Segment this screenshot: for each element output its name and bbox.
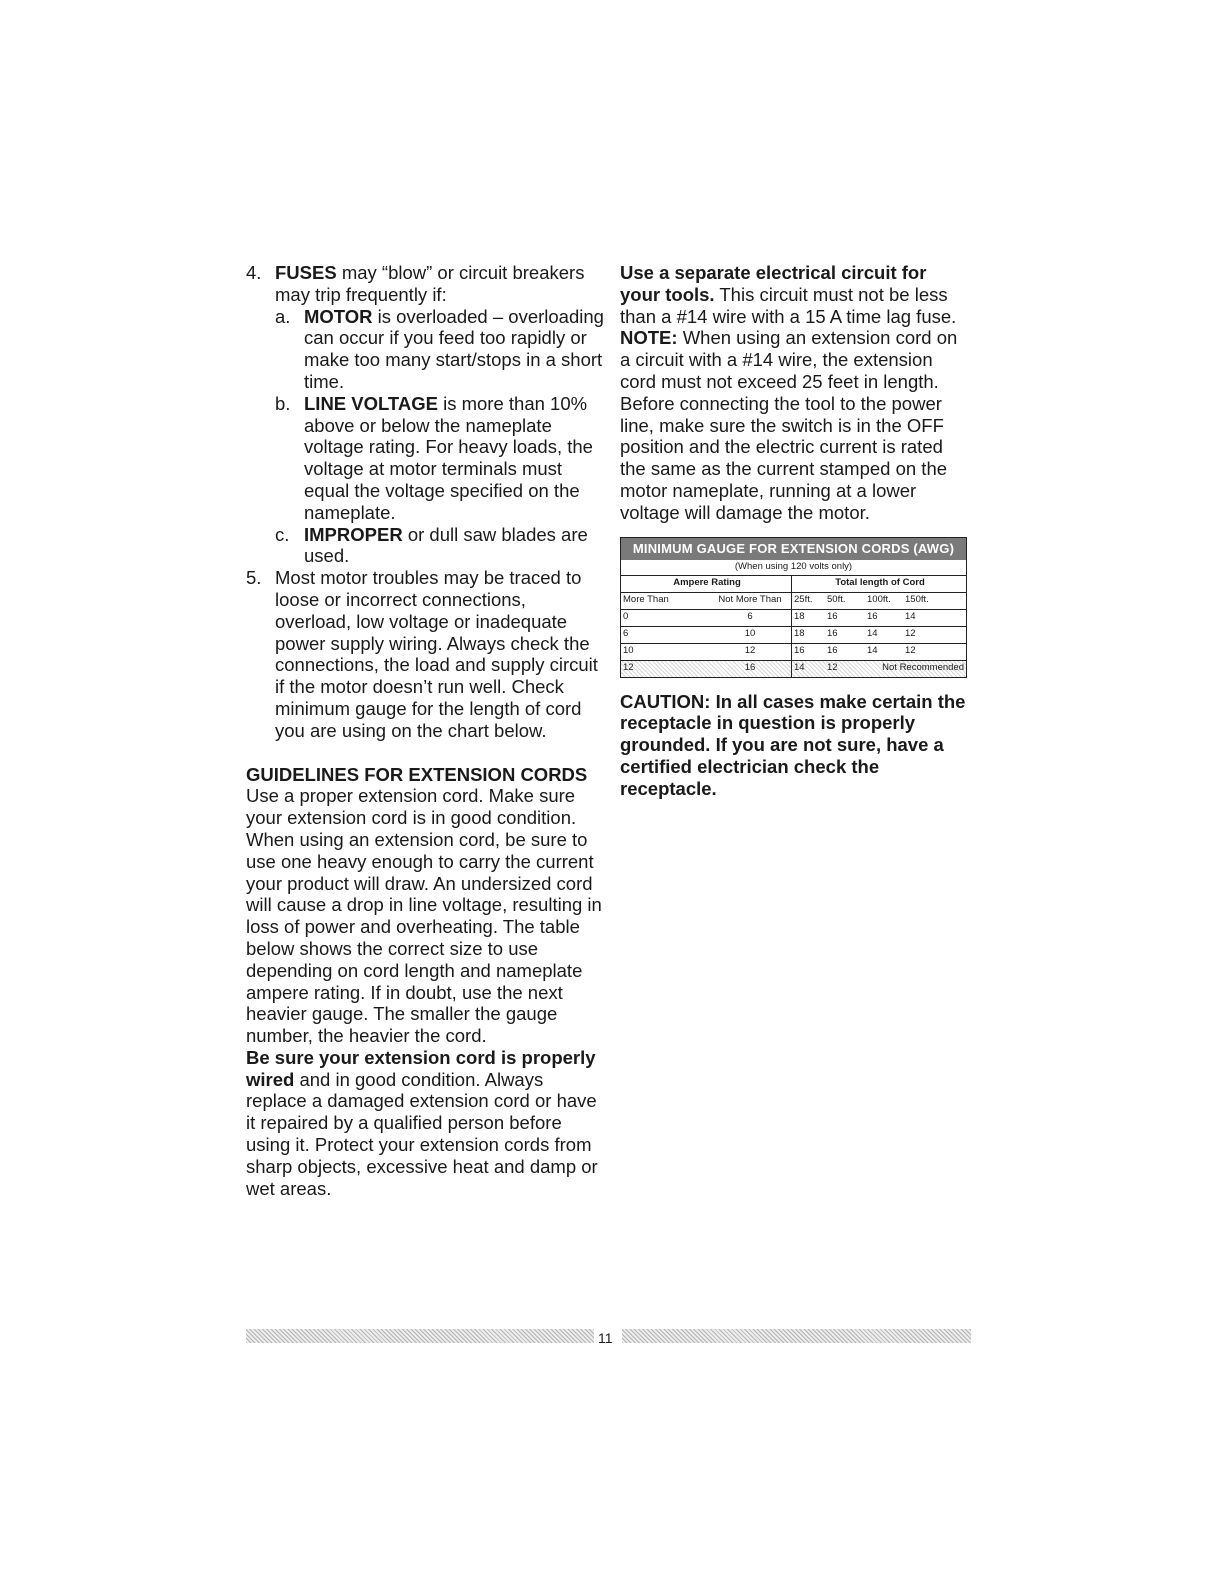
table-cell: 10 xyxy=(707,627,792,643)
gauge-table xyxy=(620,537,967,678)
table-row xyxy=(621,610,966,627)
table-cell-not-recommended: Not Recommended xyxy=(882,661,964,673)
table-cell: 16 xyxy=(827,610,838,622)
list-number: 4. xyxy=(246,262,262,283)
wired-paragraph xyxy=(246,1047,606,1200)
table-cell: 16 xyxy=(827,627,838,639)
table-cell: 16 xyxy=(867,610,878,622)
footer-bar-left xyxy=(246,1329,594,1343)
fuses-heading: FUSES xyxy=(275,262,337,283)
wired-text: and in good condition. Always replace a damaged extension cord or have it repaired by a qualified person before using it. Protect your extension cords from sharp objects, excessive heat and damp or wet areas. xyxy=(246,1068,598,1199)
table-group-header-row xyxy=(621,576,966,593)
line-voltage-heading: LINE VOLTAGE xyxy=(304,392,438,414)
left-column xyxy=(246,262,606,1199)
line-voltage-text: is more than 10% above or below the nameplate voltage rating. For heavy loads, the voltage at motor terminals must equal the voltage specified on the nameplate. xyxy=(304,392,593,523)
table-cell: 16 xyxy=(794,644,805,656)
fuses-text: may “blow” or circuit breakers may trip frequently if: xyxy=(275,262,585,305)
table-row xyxy=(621,661,966,677)
table-column-header-row xyxy=(621,593,966,610)
table-row xyxy=(621,627,966,644)
table-cell: 18 xyxy=(794,627,805,639)
improper-heading: IMPROPER xyxy=(304,523,403,545)
table-row xyxy=(621,644,966,661)
motor-text: is overloaded – overloading can occur if you feed too rapidly or make too many start/stops in a short time. xyxy=(304,305,604,392)
improper-text: or dull saw blades are used. xyxy=(304,523,588,567)
table-cell: 14 xyxy=(867,644,878,656)
guidelines-paragraph xyxy=(246,785,606,1047)
table-cell: 16 xyxy=(827,644,838,656)
circuit-bold-text: Use a separate electrical circuit for your tools. xyxy=(620,262,927,305)
table-cell: 12 xyxy=(827,661,838,673)
table-cell: 12 xyxy=(905,644,916,656)
group-header-ampere: Ampere Rating xyxy=(621,576,792,592)
table-note: (When using 120 volts only) xyxy=(621,560,966,576)
guidelines-text: Use a proper extension cord. Make sure your extension cord is in good condition. When using an extension cord, be sure to use one heavy enough to carry the current your product will draw. An undersized cord will cause a drop in line voltage, resulting in loss of power and overheating. The table below shows the correct size to use depending on cord length and nameplate ampere rating. If in doubt, use the next heavier gauge. The smaller the gauge number, the heavier the cord. xyxy=(246,785,602,1047)
sub-letter: c. xyxy=(275,523,290,545)
table-cell: 12 xyxy=(905,627,916,639)
note-label: NOTE: xyxy=(620,327,678,349)
sub-item-motor xyxy=(275,306,606,393)
motor-troubles-text: Most motor troubles may be traced to loose or incorrect connections, overload, low voltage or inadequate power supply wiring. Always check the connections, the load and supply circuit if the motor doesn’t run well. Check minimum gauge for the length of cord you are using on the chart below. xyxy=(275,567,598,741)
circuit-text-2: When using an extension cord on a circuit with a #14 wire, the extension cord must not exceed 25 feet in length. Before connecting the tool to the power line, make sure the switch is in the OFF position and the electric current is rated the same as the current stamped on the motor nameplate, running at a lower voltage will damage the motor. xyxy=(620,327,958,523)
motor-heading: MOTOR xyxy=(304,305,373,327)
list-number: 5. xyxy=(246,567,262,589)
column-header: Not More Than xyxy=(707,593,792,609)
guidelines-heading: GUIDELINES FOR EXTENSION CORDS xyxy=(246,763,588,785)
table-cell: 10 xyxy=(623,644,634,656)
caution-text: CAUTION: In all cases make certain the receptacle in question is properly grounded. If you are not sure, have a certified electrician check the receptacle. xyxy=(620,690,966,799)
list-item-fuses xyxy=(246,262,606,567)
right-column xyxy=(620,262,970,800)
sub-item-line-voltage xyxy=(275,393,606,524)
table-cell: 12 xyxy=(623,661,634,673)
sub-item-improper xyxy=(275,524,606,568)
sub-letter: b. xyxy=(275,392,291,414)
table-title: MINIMUM GAUGE FOR EXTENSION CORDS (AWG) xyxy=(621,538,966,560)
footer-bar-right xyxy=(622,1329,971,1343)
column-header: 50ft. xyxy=(827,593,846,605)
wired-bold-text: Be sure your extension cord is properly wired xyxy=(246,1046,596,1090)
table-cell: 0 xyxy=(623,610,629,622)
group-header-length: Total length of Cord xyxy=(835,576,925,588)
table-cell: 6 xyxy=(707,610,792,626)
table-cell: 14 xyxy=(867,627,878,639)
table-cell: 14 xyxy=(794,661,805,673)
circuit-paragraph xyxy=(620,262,970,524)
column-header: 25ft. xyxy=(794,593,813,605)
table-cell: 18 xyxy=(794,610,805,622)
table-cell: 16 xyxy=(707,661,792,677)
table-cell: 14 xyxy=(905,610,916,622)
circuit-text-1: This circuit must not be less than a #14 wire with a 15 A time lag fuse. xyxy=(620,283,957,327)
column-header: More Than xyxy=(623,593,669,605)
column-header: 100ft. xyxy=(867,593,891,605)
column-header: 150ft. xyxy=(905,593,929,605)
page-number: 11 xyxy=(598,1330,613,1346)
table-cell: 12 xyxy=(707,644,792,660)
table-cell: 6 xyxy=(623,627,629,639)
sub-letter: a. xyxy=(275,305,291,327)
list-item-motor-troubles xyxy=(246,567,606,741)
